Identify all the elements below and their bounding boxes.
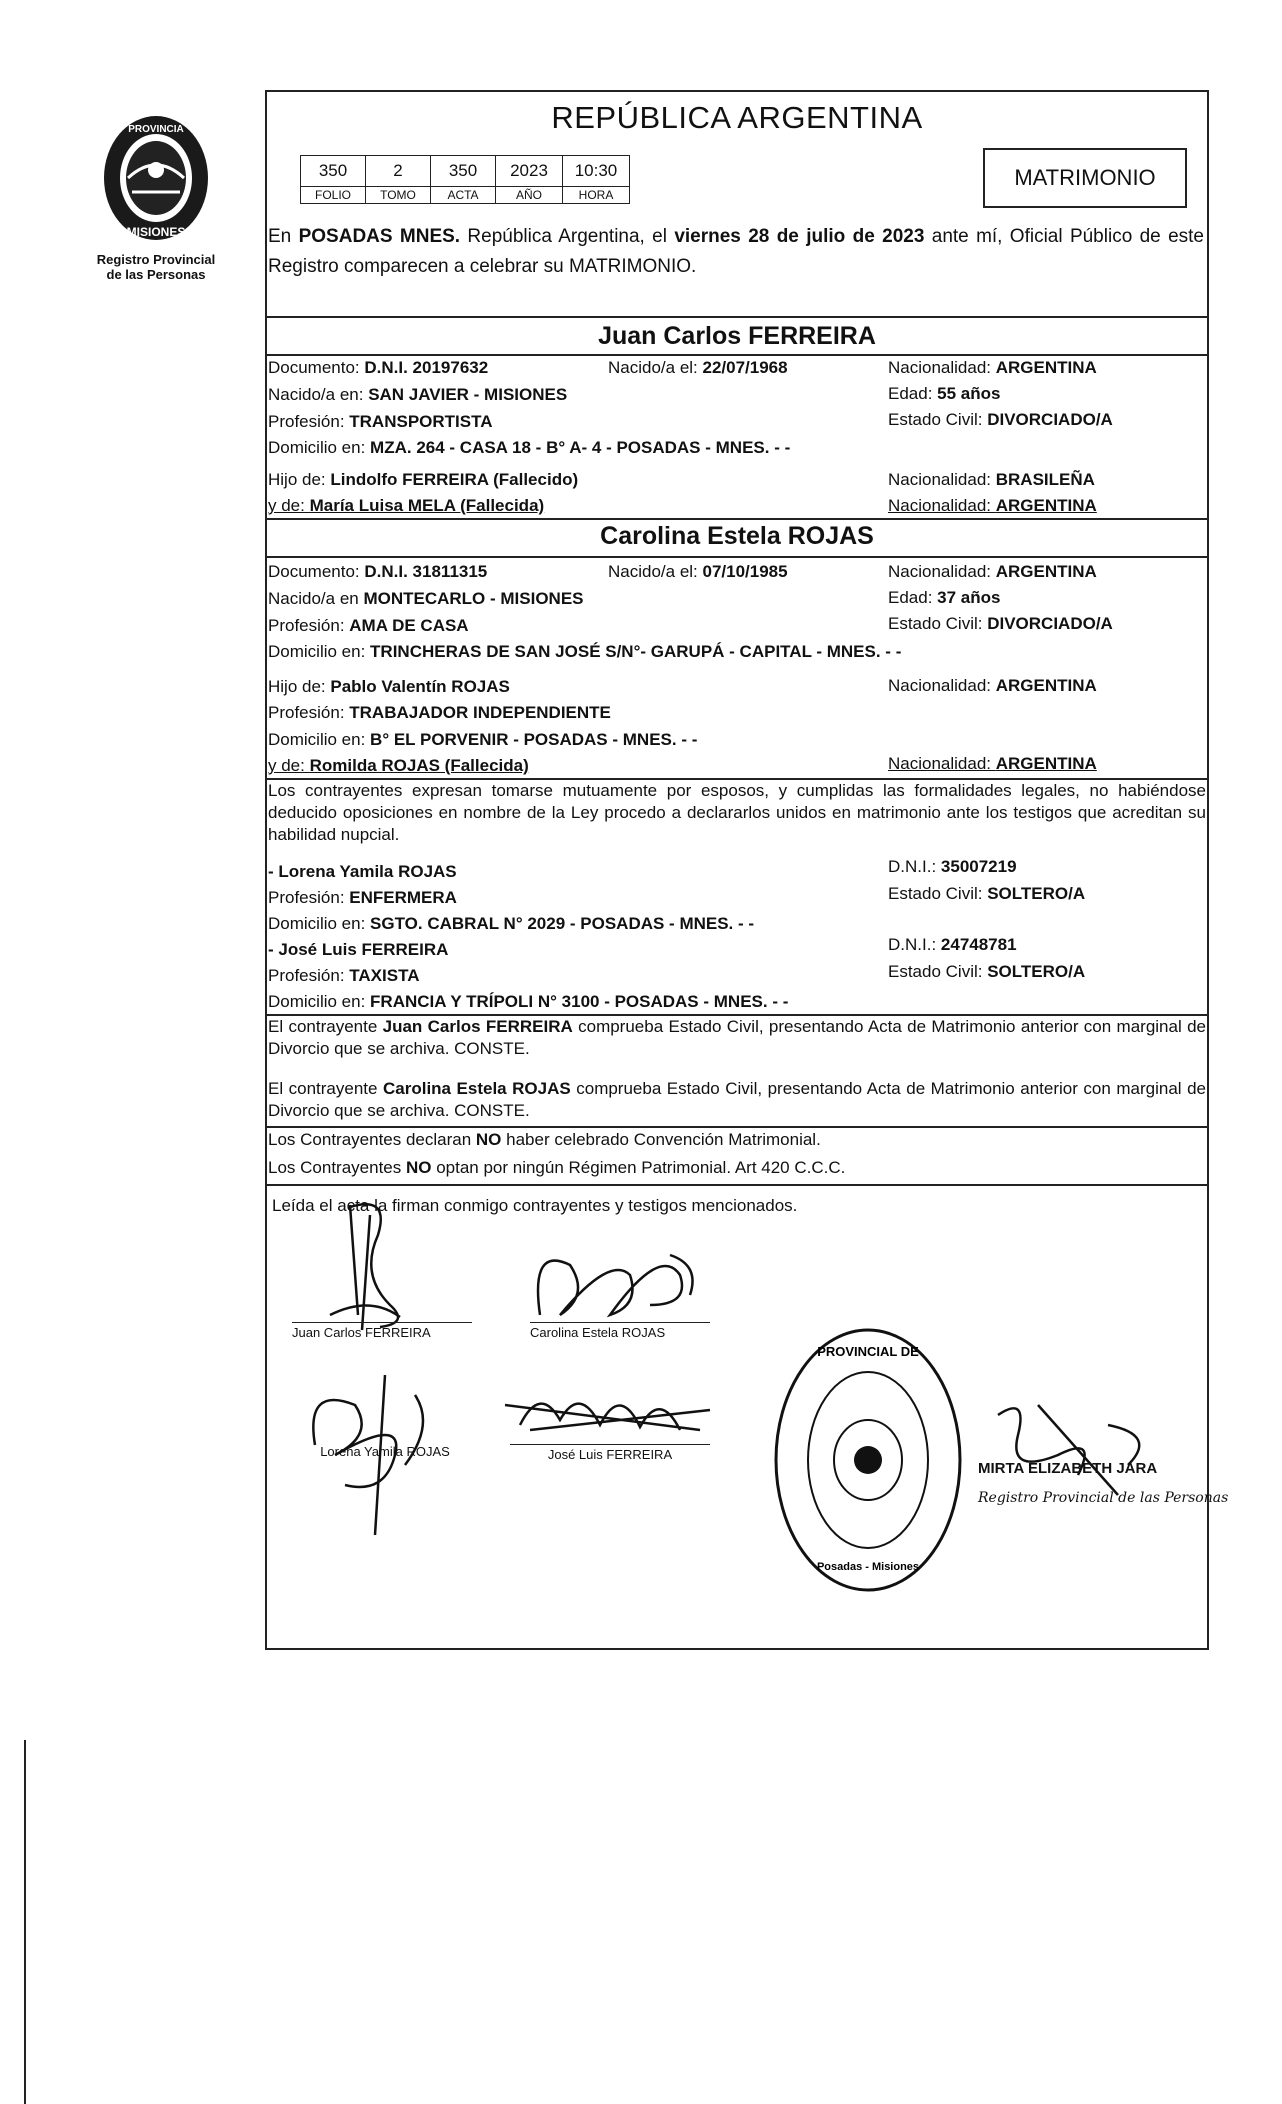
signature-caption-2: Carolina Estela ROJAS bbox=[530, 1322, 710, 1340]
official-name: MIRTA ELIZABETH JARA bbox=[978, 1460, 1158, 1477]
witness1-address: Domicilio en: SGTO. CABRAL N° 2029 - POSADAS - MNES. - - bbox=[268, 914, 755, 933]
spouse2-birthdate: Nacido/a el: 07/10/1985 bbox=[608, 562, 788, 581]
acta-label: ACTA bbox=[431, 187, 496, 204]
signature-carolina bbox=[520, 1235, 720, 1335]
spouse1-mother: y de: María Luisa MELA (Fallecida) bbox=[268, 496, 545, 515]
official-stamp-seal bbox=[768, 1320, 968, 1600]
convention-line1: Los Contrayentes declaran NO haber celebrado Convención Matrimonial. bbox=[268, 1130, 821, 1149]
divider bbox=[265, 354, 1209, 356]
folio-value: 350 bbox=[301, 156, 366, 187]
divider bbox=[265, 556, 1209, 558]
witness2-profession: Profesión: TAXISTA bbox=[268, 966, 420, 985]
ano-label: AÑO bbox=[496, 187, 563, 204]
signature-caption-4: José Luis FERREIRA bbox=[510, 1444, 710, 1462]
spouse1-birthdate: Nacido/a el: 22/07/1968 bbox=[608, 358, 788, 377]
spouse2-name: Carolina Estela ROJAS bbox=[600, 522, 874, 550]
hora-label: HORA bbox=[563, 187, 630, 204]
spouse2-profession: Profesión: AMA DE CASA bbox=[268, 616, 469, 635]
spouse2-father: Hijo de: Pablo Valentín ROJAS bbox=[268, 677, 510, 696]
spouse1-name: Juan Carlos FERREIRA bbox=[598, 322, 876, 350]
signature-caption-3: Lorena Yamila ROJAS bbox=[320, 1444, 450, 1459]
svg-text:PROVINCIAL DE: PROVINCIAL DE bbox=[817, 1344, 919, 1359]
spouse2-father-profession: Profesión: TRABAJADOR INDEPENDIENTE bbox=[268, 703, 611, 722]
spouse2-father-nationality: Nacionalidad: ARGENTINA bbox=[888, 676, 1097, 695]
official-role: Registro Provincial de las Personas bbox=[978, 1490, 1229, 1506]
witness2-dni: D.N.I.: 24748781 bbox=[888, 935, 1017, 954]
witness1-name: - Lorena Yamila ROJAS bbox=[268, 862, 457, 881]
spouse2-mother-nationality: Nacionalidad: ARGENTINA bbox=[888, 754, 1097, 773]
folio-label: FOLIO bbox=[301, 187, 366, 204]
convention-line2: Los Contrayentes NO optan por ningún Régimen Patrimonial. Art 420 C.C.C. bbox=[268, 1158, 846, 1177]
spouse1-address: Domicilio en: MZA. 264 - CASA 18 - B° A- 4 - POSADAS - MNES. - - bbox=[268, 438, 791, 457]
spouse1-birthplace: Nacido/a en: SAN JAVIER - MISIONES bbox=[268, 385, 568, 404]
spouse1-nationality: Nacionalidad: ARGENTINA bbox=[888, 358, 1097, 377]
witness1-profession: Profesión: ENFERMERA bbox=[268, 888, 457, 907]
signature-caption-1: Juan Carlos FERREIRA bbox=[292, 1322, 472, 1340]
registry-table bbox=[300, 155, 630, 204]
tomo-value: 2 bbox=[366, 156, 431, 187]
spouse2-father-address: Domicilio en: B° EL PORVENIR - POSADAS - MNES. - - bbox=[268, 730, 698, 749]
spouse2-age: Edad: 37 años bbox=[888, 588, 1001, 607]
spouse1-father-nationality: Nacionalidad: BRASILEÑA bbox=[888, 470, 1095, 489]
provincial-seal-logo bbox=[98, 112, 214, 250]
witness1-civil-status: Estado Civil: SOLTERO/A bbox=[888, 884, 1086, 903]
logo-caption: Registro Provincial de las Personas bbox=[96, 252, 216, 282]
spouse2-nationality: Nacionalidad: ARGENTINA bbox=[888, 562, 1097, 581]
spouse1-age: Edad: 55 años bbox=[888, 384, 1001, 403]
spouse2-document: Documento: D.N.I. 31811315 bbox=[268, 562, 488, 581]
ano-value: 2023 bbox=[496, 156, 563, 187]
left-margin-line bbox=[24, 1740, 26, 2104]
divider bbox=[265, 316, 1209, 318]
acta-value: 350 bbox=[431, 156, 496, 187]
declaration-paragraph: Los contrayentes expresan tomarse mutuamente por esposos, y cumplidas las formalidades legales, no habiéndose deducido oposiciones en nombre de la Ley procedo a declararlos unidos en matrimonio ante los testigos que acreditan su habilidad nupcial. bbox=[268, 781, 1206, 844]
spouse2-civil-status: Estado Civil: DIVORCIADO/A bbox=[888, 614, 1113, 633]
spouse1-civil-status: Estado Civil: DIVORCIADO/A bbox=[888, 410, 1113, 429]
intro-paragraph: En POSADAS MNES. República Argentina, el viernes 28 de julio de 2023 ante mí, Oficial Público de este Registro comparecen a celebrar su MATRIMONIO. bbox=[268, 226, 1204, 277]
svg-text:Posadas - Misiones: Posadas - Misiones bbox=[816, 1561, 920, 1573]
signature-juan-carlos bbox=[290, 1195, 490, 1335]
svg-text:MISIONES: MISIONES bbox=[126, 225, 186, 239]
spouse2-address: Domicilio en: TRINCHERAS DE SAN JOSÉ S/N°- GARUPÁ - CAPITAL - MNES. - - bbox=[268, 642, 902, 661]
spouse2-birthplace: Nacido/a en MONTECARLO - MISIONES bbox=[268, 589, 584, 608]
witness1-dni: D.N.I.: 35007219 bbox=[888, 857, 1017, 876]
signature-lead-text: Leída el acta la firman conmigo contrayentes y testigos mencionados. bbox=[272, 1196, 798, 1215]
spouse1-profession: Profesión: TRANSPORTISTA bbox=[268, 412, 493, 431]
spouse1-father: Hijo de: Lindolfo FERREIRA (Fallecido) bbox=[268, 470, 579, 489]
svg-text:PROVINCIA: PROVINCIA bbox=[128, 124, 184, 135]
divider bbox=[265, 1184, 1209, 1186]
signature-official bbox=[968, 1395, 1188, 1505]
hora-value: 10:30 bbox=[563, 156, 630, 187]
note-spouse2: El contrayente Carolina Estela ROJAS comprueba Estado Civil, presentando Acta de Matrimonio anterior con marginal de Divorcio que se archiva. CONSTE. bbox=[268, 1079, 1206, 1120]
spouse1-document: Documento: D.N.I. 20197632 bbox=[268, 358, 489, 377]
witness2-name: - José Luis FERREIRA bbox=[268, 940, 449, 959]
document-title: REPÚBLICA ARGENTINA bbox=[551, 100, 923, 135]
divider bbox=[265, 518, 1209, 520]
witness2-address: Domicilio en: FRANCIA Y TRÍPOLI N° 3100 - POSADAS - MNES. - - bbox=[268, 992, 789, 1011]
spouse1-mother-nationality: Nacionalidad: ARGENTINA bbox=[888, 496, 1097, 515]
note-spouse1: El contrayente Juan Carlos FERREIRA comprueba Estado Civil, presentando Acta de Matrimonio anterior con marginal de Divorcio que se archiva. CONSTE. bbox=[268, 1017, 1206, 1058]
signature-jose-luis bbox=[500, 1375, 720, 1455]
spouse2-mother: y de: Romilda ROJAS (Fallecida) bbox=[268, 756, 529, 775]
divider bbox=[265, 1126, 1209, 1128]
tomo-label: TOMO bbox=[366, 187, 431, 204]
witness2-civil-status: Estado Civil: SOLTERO/A bbox=[888, 962, 1086, 981]
act-type-box: MATRIMONIO bbox=[983, 148, 1187, 208]
